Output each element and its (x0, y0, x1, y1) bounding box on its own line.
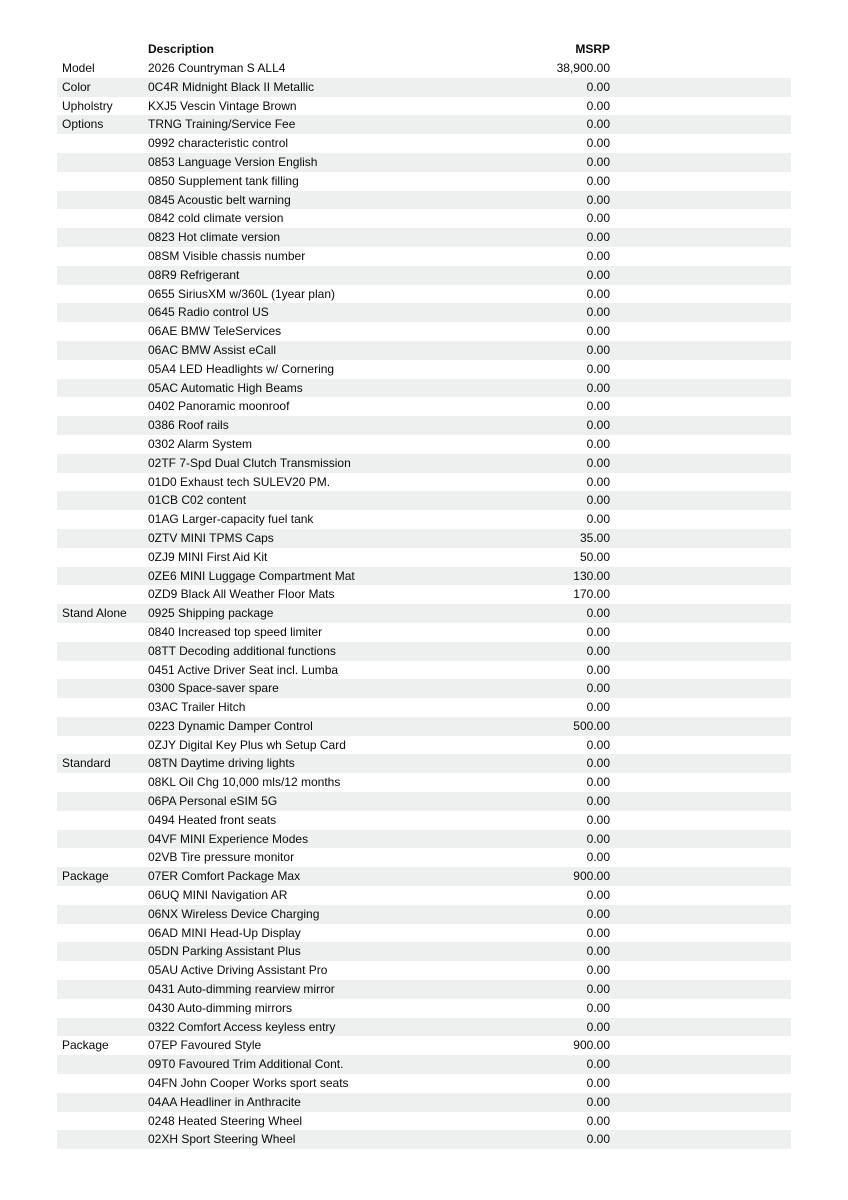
table-row (57, 604, 791, 623)
description-cell: 09T0 Favoured Trim Additional Cont. (148, 1057, 344, 1072)
filler-cell (610, 435, 791, 454)
category-cell: Standard (62, 756, 111, 771)
filler-cell (610, 1130, 791, 1149)
description-cell: 08TT Decoding additional functions (148, 643, 336, 658)
category-cell (57, 1074, 148, 1093)
category-cell: Color (62, 79, 91, 94)
description-cell: 0494 Heated front seats (148, 812, 277, 827)
msrp-cell: 0.00 (586, 154, 610, 169)
category-cell (57, 999, 148, 1018)
table-row (57, 1018, 791, 1037)
msrp-cell: 0.00 (586, 305, 610, 320)
table-row (57, 341, 791, 360)
description-cell: 06PA Personal eSIM 5G (148, 794, 278, 809)
description-cell: 0322 Comfort Access keyless entry (148, 1019, 336, 1034)
filler-cell (610, 1018, 791, 1037)
description-cell: 06UQ MINI Navigation AR (148, 888, 288, 903)
msrp-cell: 0.00 (586, 474, 610, 489)
description-cell: 08R9 Refrigerant (148, 267, 240, 282)
msrp-cell: 0.00 (586, 681, 610, 696)
msrp-cell: 0.00 (586, 493, 610, 508)
table-row (57, 773, 791, 792)
table-row (57, 1130, 791, 1149)
filler-cell (610, 905, 791, 924)
table-row (57, 548, 791, 567)
category-cell (57, 886, 148, 905)
description-cell: 01CB C02 content (148, 493, 247, 508)
msrp-cell: 0.00 (586, 850, 610, 865)
msrp-cell: 0.00 (586, 79, 610, 94)
description-cell: 02XH Sport Steering Wheel (148, 1132, 296, 1147)
table-row (57, 867, 791, 886)
filler-cell (610, 1074, 791, 1093)
category-cell (57, 924, 148, 943)
description-cell: 04FN John Cooper Works sport seats (148, 1076, 349, 1091)
filler-cell (610, 1036, 791, 1055)
category-cell (57, 191, 148, 210)
filler-cell (610, 473, 791, 492)
category-cell (57, 454, 148, 473)
category-cell (57, 360, 148, 379)
table-row (57, 247, 791, 266)
price-sheet (57, 40, 791, 1149)
table-row (57, 209, 791, 228)
filler-cell (610, 942, 791, 961)
category-cell (57, 698, 148, 717)
category-cell (57, 773, 148, 792)
category-cell (57, 830, 148, 849)
filler-cell (610, 379, 791, 398)
category-cell (57, 942, 148, 961)
filler-cell (610, 924, 791, 943)
filler-cell (610, 360, 791, 379)
category-cell (57, 435, 148, 454)
table-row (57, 266, 791, 285)
description-cell: 03AC Trailer Hitch (148, 700, 246, 715)
description-cell: 0C4R Midnight Black II Metallic (148, 79, 315, 94)
filler-cell (610, 1112, 791, 1131)
msrp-cell: 0.00 (586, 1113, 610, 1128)
description-cell: 2026 Countryman S ALL4 (148, 61, 286, 75)
category-cell (57, 379, 148, 398)
filler-cell (610, 209, 791, 228)
description-cell: TRNG Training/Service Fee (148, 117, 296, 132)
msrp-cell: 170.00 (573, 587, 610, 602)
filler-cell (610, 792, 791, 811)
category-cell (57, 623, 148, 642)
filler-cell (610, 97, 791, 116)
filler-cell (610, 303, 791, 322)
description-cell: 06AD MINI Head-Up Display (148, 925, 301, 940)
msrp-cell: 0.00 (586, 906, 610, 921)
msrp-cell: 130.00 (573, 568, 610, 583)
table-row (57, 1074, 791, 1093)
msrp-cell: 0.00 (586, 1094, 610, 1109)
msrp-cell: 0.00 (586, 399, 610, 414)
filler-cell (610, 454, 791, 473)
filler-cell (610, 191, 791, 210)
filler-cell (610, 980, 791, 999)
category-cell (57, 811, 148, 830)
msrp-cell: 900.00 (573, 869, 610, 884)
description-cell: 0302 Alarm System (148, 436, 253, 451)
msrp-cell: 0.00 (586, 230, 610, 245)
table-row (57, 416, 791, 435)
description-cell: 0431 Auto-dimming rearview mirror (148, 982, 335, 997)
filler-cell (610, 999, 791, 1018)
category-cell (57, 1112, 148, 1131)
description-cell: 01D0 Exhaust tech SULEV20 PM. (148, 474, 331, 489)
msrp-cell: 0.00 (586, 925, 610, 940)
msrp-cell: 0.00 (586, 512, 610, 527)
description-cell: 0853 Language Version English (148, 154, 318, 169)
filler-cell (610, 59, 791, 78)
table-row (57, 698, 791, 717)
msrp-cell: 0.00 (586, 643, 610, 658)
category-cell (57, 473, 148, 492)
table-row (57, 754, 791, 773)
category-cell (57, 172, 148, 191)
msrp-cell: 0.00 (586, 286, 610, 301)
category-cell: Package (62, 1038, 109, 1053)
filler-header (610, 40, 791, 59)
table-row (57, 59, 791, 78)
filler-cell (610, 1055, 791, 1074)
description-cell: 0655 SiriusXM w/360L (1year plan) (148, 286, 335, 301)
msrp-cell: 900.00 (573, 1038, 610, 1053)
table-row (57, 228, 791, 247)
table-row (57, 1093, 791, 1112)
category-cell (57, 341, 148, 360)
description-cell: 04VF MINI Experience Modes (148, 831, 309, 846)
category-cell: Upholstry (62, 98, 113, 113)
category-cell (57, 679, 148, 698)
filler-cell (610, 773, 791, 792)
filler-cell (610, 510, 791, 529)
filler-cell (610, 134, 791, 153)
description-cell: 0645 Radio control US (148, 305, 269, 320)
table-row (57, 473, 791, 492)
msrp-cell: 0.00 (586, 624, 610, 639)
description-cell: 02TF 7-Spd Dual Clutch Transmission (148, 455, 351, 470)
msrp-cell: 0.00 (586, 1019, 610, 1034)
msrp-cell: 0.00 (586, 888, 610, 903)
table-row (57, 924, 791, 943)
msrp-cell: 0.00 (586, 662, 610, 677)
table-row (57, 848, 791, 867)
filler-cell (610, 228, 791, 247)
msrp-cell: 0.00 (586, 267, 610, 282)
table-row (57, 942, 791, 961)
description-cell: 08SM Visible chassis number (148, 248, 306, 263)
filler-cell (610, 867, 791, 886)
category-cell: Package (62, 869, 109, 884)
description-cell: 0402 Panoramic moonroof (148, 399, 290, 414)
msrp-cell: 0.00 (586, 1076, 610, 1091)
category-cell (57, 961, 148, 980)
description-cell: 0925 Shipping package (148, 606, 274, 621)
filler-cell (610, 886, 791, 905)
msrp-cell: 0.00 (586, 963, 610, 978)
filler-cell (610, 585, 791, 604)
description-cell: 0223 Dynamic Damper Control (148, 718, 313, 733)
msrp-cell: 35.00 (579, 530, 610, 545)
category-cell (57, 548, 148, 567)
category-cell: Stand Alone (62, 606, 127, 621)
msrp-cell: 50.00 (579, 549, 610, 564)
table-row (57, 397, 791, 416)
category-cell (57, 491, 148, 510)
table-row (57, 134, 791, 153)
msrp-cell: 0.00 (586, 418, 610, 433)
description-cell: 0842 cold climate version (148, 211, 284, 226)
table-row (57, 285, 791, 304)
category-cell (57, 529, 148, 548)
category-cell (57, 585, 148, 604)
description-cell: 0845 Acoustic belt warning (148, 192, 291, 207)
description-cell: 0850 Supplement tank filling (148, 173, 299, 188)
msrp-cell: 0.00 (586, 1132, 610, 1147)
table-row (57, 811, 791, 830)
filler-cell (610, 717, 791, 736)
filler-cell (610, 811, 791, 830)
category-cell (57, 792, 148, 811)
description-cell: 0ZJY Digital Key Plus wh Setup Card (148, 737, 346, 752)
description-cell: 05AU Active Driving Assistant Pro (148, 963, 328, 978)
msrp-cell: 0.00 (586, 192, 610, 207)
msrp-cell: 0.00 (586, 361, 610, 376)
category-cell (57, 1055, 148, 1074)
table-row (57, 97, 791, 116)
msrp-cell: 0.00 (586, 324, 610, 339)
description-cell: 0ZTV MINI TPMS Caps (148, 530, 274, 545)
msrp-cell: 0.00 (586, 436, 610, 451)
filler-cell (610, 698, 791, 717)
description-cell: 0248 Heated Steering Wheel (148, 1113, 303, 1128)
table-row (57, 454, 791, 473)
filler-cell (610, 1093, 791, 1112)
table-row (57, 1036, 791, 1055)
filler-cell (610, 623, 791, 642)
category-cell (57, 1093, 148, 1112)
description-cell: 0430 Auto-dimming mirrors (148, 1000, 293, 1015)
description-cell: 08KL Oil Chg 10,000 mls/12 months (148, 775, 341, 790)
filler-cell (610, 341, 791, 360)
filler-cell (610, 285, 791, 304)
description-cell: 0ZE6 MINI Luggage Compartment Mat (148, 568, 355, 583)
table-row (57, 510, 791, 529)
table-row (57, 792, 791, 811)
description-cell: 02VB Tire pressure monitor (148, 850, 295, 865)
msrp-cell: 0.00 (586, 775, 610, 790)
table-row (57, 999, 791, 1018)
table-row (57, 567, 791, 586)
table-row (57, 1055, 791, 1074)
table-row (57, 905, 791, 924)
msrp-cell: 38,900.00 (556, 61, 610, 75)
table-row (57, 322, 791, 341)
table-row (57, 191, 791, 210)
category-cell (57, 717, 148, 736)
filler-cell (610, 172, 791, 191)
category-cell (57, 303, 148, 322)
msrp-header: MSRP (575, 42, 610, 56)
msrp-cell: 0.00 (586, 342, 610, 357)
description-cell: 07EP Favoured Style (148, 1038, 262, 1053)
filler-cell (610, 661, 791, 680)
table-row (57, 661, 791, 680)
description-cell: 0840 Increased top speed limiter (148, 624, 323, 639)
description-cell: 08TN Daytime driving lights (148, 756, 295, 771)
table-row (57, 679, 791, 698)
table-row (57, 153, 791, 172)
category-cell (57, 980, 148, 999)
table-row (57, 78, 791, 97)
msrp-cell: 0.00 (586, 812, 610, 827)
options-table (57, 40, 791, 1149)
category-cell (57, 285, 148, 304)
filler-cell (610, 322, 791, 341)
category-cell: Model (62, 61, 95, 75)
description-cell: 04AA Headliner in Anthracite (148, 1094, 301, 1109)
filler-cell (610, 754, 791, 773)
category-cell: Options (62, 117, 104, 132)
category-cell (57, 322, 148, 341)
category-cell (57, 153, 148, 172)
filler-cell (610, 961, 791, 980)
msrp-cell: 0.00 (586, 606, 610, 621)
description-cell: 06AE BMW TeleServices (148, 324, 282, 339)
table-row (57, 585, 791, 604)
msrp-cell: 0.00 (586, 737, 610, 752)
table-row (57, 830, 791, 849)
category-cell (57, 228, 148, 247)
category-cell (57, 397, 148, 416)
table-row (57, 642, 791, 661)
description-cell: 01AG Larger-capacity fuel tank (148, 512, 314, 527)
filler-cell (610, 529, 791, 548)
filler-cell (610, 416, 791, 435)
category-cell (57, 247, 148, 266)
filler-cell (610, 491, 791, 510)
msrp-cell: 0.00 (586, 756, 610, 771)
filler-cell (610, 830, 791, 849)
filler-cell (610, 567, 791, 586)
filler-cell (610, 247, 791, 266)
table-row (57, 717, 791, 736)
category-header (57, 40, 148, 59)
category-cell (57, 567, 148, 586)
msrp-cell: 0.00 (586, 248, 610, 263)
category-cell (57, 134, 148, 153)
table-row (57, 961, 791, 980)
table-row (57, 736, 791, 755)
category-cell (57, 510, 148, 529)
filler-cell (610, 548, 791, 567)
table-row (57, 172, 791, 191)
category-cell (57, 642, 148, 661)
table-row (57, 980, 791, 999)
filler-cell (610, 848, 791, 867)
description-cell: 0451 Active Driver Seat incl. Lumba (148, 662, 339, 677)
table-row (57, 529, 791, 548)
msrp-cell: 0.00 (586, 831, 610, 846)
category-cell (57, 661, 148, 680)
table-row (57, 360, 791, 379)
description-cell: 06AC BMW Assist eCall (148, 342, 277, 357)
category-cell (57, 736, 148, 755)
filler-cell (610, 604, 791, 623)
category-cell (57, 848, 148, 867)
table-row (57, 623, 791, 642)
table-row (57, 379, 791, 398)
msrp-cell: 0.00 (586, 455, 610, 470)
msrp-cell: 0.00 (586, 173, 610, 188)
description-cell: 0300 Space-saver spare (148, 681, 279, 696)
category-cell (57, 905, 148, 924)
filler-cell (610, 266, 791, 285)
msrp-cell: 0.00 (586, 98, 610, 113)
table-row (57, 491, 791, 510)
table-body (57, 59, 791, 1149)
msrp-cell: 0.00 (586, 944, 610, 959)
category-cell (57, 416, 148, 435)
filler-cell (610, 397, 791, 416)
filler-cell (610, 642, 791, 661)
description-cell: 06NX Wireless Device Charging (148, 906, 320, 921)
table-row (57, 303, 791, 322)
table-row (57, 435, 791, 454)
category-cell (57, 266, 148, 285)
msrp-cell: 0.00 (586, 982, 610, 997)
description-cell: 0ZJ9 MINI First Aid Kit (148, 549, 268, 564)
filler-cell (610, 679, 791, 698)
filler-cell (610, 78, 791, 97)
table-row (57, 886, 791, 905)
filler-cell (610, 115, 791, 134)
filler-cell (610, 736, 791, 755)
description-cell: 05A4 LED Headlights w/ Cornering (148, 361, 335, 376)
msrp-cell: 0.00 (586, 211, 610, 226)
description-cell: 0ZD9 Black All Weather Floor Mats (148, 587, 335, 602)
description-header: Description (148, 42, 215, 56)
table-row (57, 115, 791, 134)
description-cell: 0386 Roof rails (148, 418, 229, 433)
msrp-cell: 0.00 (586, 1057, 610, 1072)
msrp-cell: 0.00 (586, 1000, 610, 1015)
description-cell: 05DN Parking Assistant Plus (148, 944, 301, 959)
category-cell (57, 209, 148, 228)
description-cell: 07ER Comfort Package Max (148, 869, 301, 884)
description-cell: 05AC Automatic High Beams (148, 380, 303, 395)
table-row (57, 1112, 791, 1131)
msrp-cell: 0.00 (586, 794, 610, 809)
category-cell (57, 1018, 148, 1037)
msrp-cell: 500.00 (573, 718, 610, 733)
filler-cell (610, 153, 791, 172)
description-cell: 0992 characteristic control (148, 136, 289, 151)
msrp-cell: 0.00 (586, 380, 610, 395)
description-cell: 0823 Hot climate version (148, 230, 281, 245)
msrp-cell: 0.00 (586, 117, 610, 132)
table-header-row (57, 40, 791, 59)
description-cell: KXJ5 Vescin Vintage Brown (148, 98, 297, 113)
category-cell (57, 1130, 148, 1149)
msrp-cell: 0.00 (586, 700, 610, 715)
msrp-cell: 0.00 (586, 136, 610, 151)
